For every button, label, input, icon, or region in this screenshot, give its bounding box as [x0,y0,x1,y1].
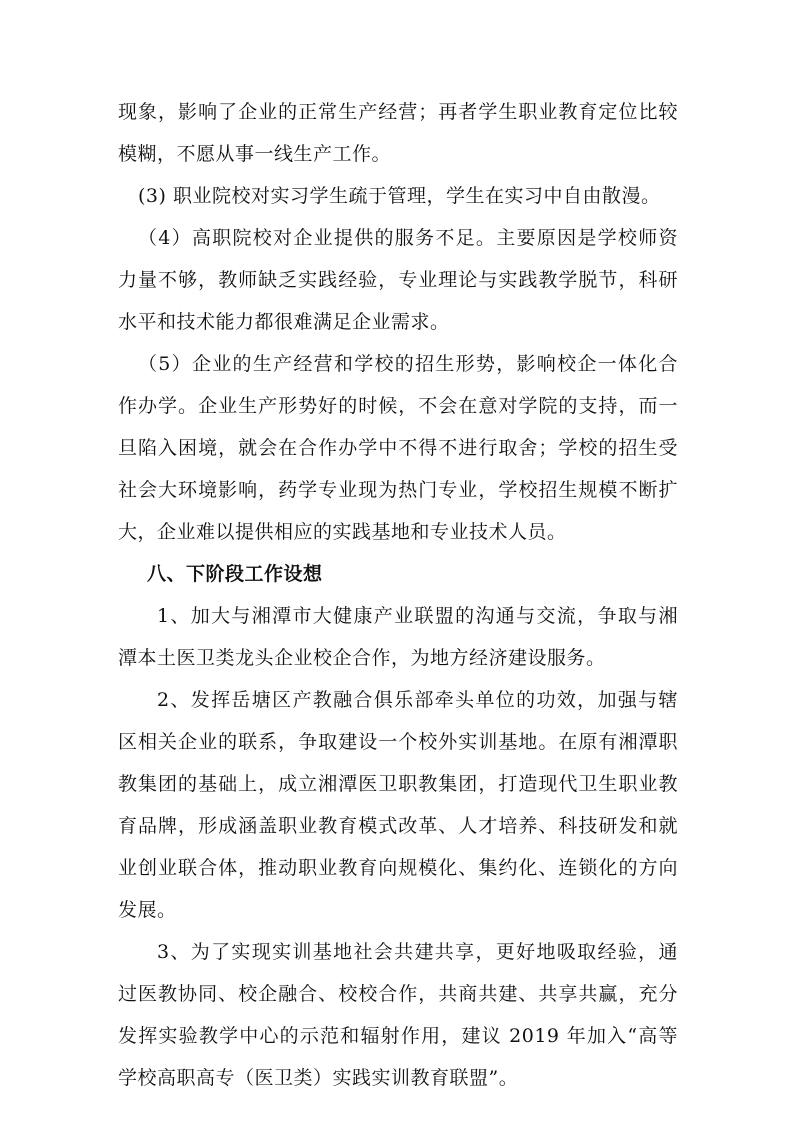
text-line: 育品牌，形成涵盖职业教育模式改革、人才培养、科技研发和就 [118,815,678,837]
text-line: 发展。 [118,899,177,921]
text-line: (3) 职业院校对实习学生疏于管理，学生在实习中自由散漫。 [138,185,661,207]
text-line: 2、发挥岳塘区产教融合俱乐部牵头单位的功效，加强与辖 [157,689,678,711]
text-line: 模糊，不愿从事一线生产工作。 [118,143,392,165]
text-line: 现象，影响了企业的正常生产经营；再者学生职业教育定位比较 [118,101,678,123]
text-line: 大，企业难以提供相应的实践基地和专业技术人员。 [118,521,567,543]
list-item-5 [118,352,678,544]
document-body [118,100,678,1108]
text-line: 学校高职高专（医卫类）实践实训教育联盟”。 [118,1067,519,1089]
section-heading: 八、下阶段工作设想 [147,563,323,585]
text-line: 教集团的基础上，成立湘潭医卫职教集团，打造现代卫生职业教 [118,773,678,795]
text-line: （5）企业的生产经营和学校的招生形势，影响校企一体化合 [138,353,678,375]
text-line: 区相关企业的联系，争取建设一个校外实训基地。在原有湘潭职 [118,731,678,753]
plan-item-1 [118,604,678,670]
plan-item-3 [118,940,678,1090]
paragraph-continuation [118,100,678,166]
text-line: 业创业联合体，推动职业教育向规模化、集约化、连锁化的方向 [118,857,678,879]
text-line: 发挥实验教学中心的示范和辐射作用，建议 2019 年加入“高等 [118,1025,678,1047]
text-line: 1、加大与湘潭市大健康产业联盟的沟通与交流，争取与湘 [157,605,678,627]
plan-item-2 [118,688,678,922]
text-line: （4）高职院校对企业提供的服务不足。主要原因是学校师资 [138,227,678,249]
text-line: 过医教协同、校企融合、校校合作，共商共建、共享共赢，充分 [118,983,678,1005]
text-line: 社会大环境影响，药学专业现为热门专业，学校招生规模不断扩 [118,479,678,501]
text-line: 潭本土医卫类龙头企业校企合作，为地方经济建设服务。 [118,647,606,669]
text-line: 水平和技术能力都很难满足企业需求。 [118,311,450,333]
text-line: 作办学。企业生产形势好的时候，不会在意对学院的支持，而一 [118,395,678,417]
text-line: 3、为了实现实训基地社会共建共享，更好地吸取经验，通 [157,941,678,963]
list-item-3 [118,184,678,208]
list-item-4 [118,226,678,334]
text-line: 力量不够，教师缺乏实践经验，专业理论与实践教学脱节，科研 [118,269,678,291]
text-line: 旦陷入困境，就会在合作办学中不得不进行取舍；学校的招生受 [118,437,678,459]
